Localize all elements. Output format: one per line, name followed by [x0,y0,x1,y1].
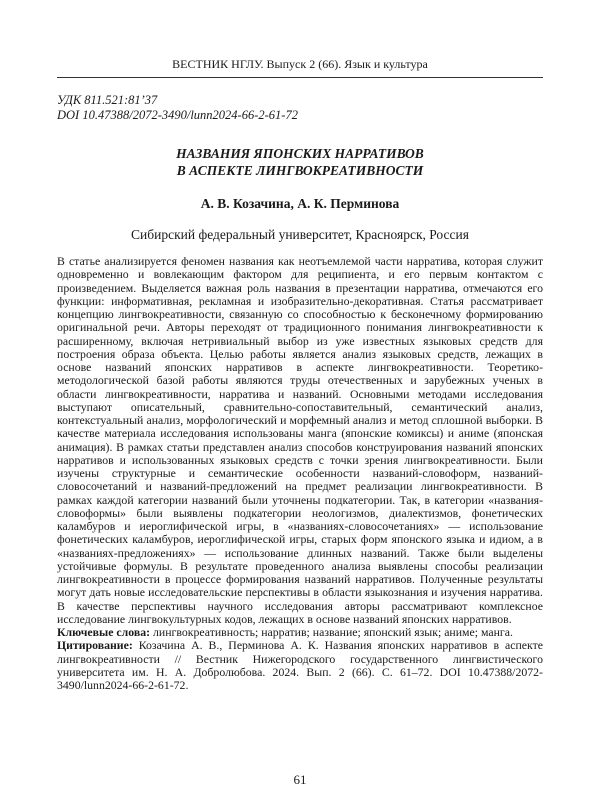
keywords-label: Ключевые слова: [57,625,151,639]
udc-code: УДК 811.521:81’37 [57,93,158,107]
abstract-block [57,255,543,692]
keywords-text: лингвокреативность; нарратив; название; японский язык; аниме; манга. [153,625,513,639]
running-head: ВЕСТНИК НГЛУ. Выпуск 2 (66). Язык и культура [57,57,543,78]
page-number: 61 [293,772,307,787]
article-title [57,145,543,179]
affiliation: Сибирский федеральный университет, Красноярск, Россия [131,227,469,242]
title-line-2: В АСПЕКТЕ ЛИНГВОКРЕАТИВНОСТИ [176,163,424,178]
citation [57,639,543,692]
title-line-1: НАЗВАНИЯ ЯПОНСКИХ НАРРАТИВОВ [176,146,424,161]
citation-label: Цитирование: [57,638,133,653]
authors: А. В. Козачина, А. К. Перминова [200,196,400,211]
citation-text: Козачина А. В., Перминова А. К. Названия японских нарративов в аспекте лингвокреативности // Вестник Нижегородского государственного лингвистического университета им. Н. А. Добролюбова. 2024. Вып. 2 (66). С. 61–72. DOI 10.47388/2072-3490/lunn2024-66-2-61-72. [57,638,544,692]
abstract-text: В статье анализируется феномен названия как неотъемлемой части нарратива, которая служит одновременно и вовлекающим фактором для реципиента, и его первым контактом с произведением. Выделяется важная роль названия в презентации нарратива, отмечаются его функции: информативная, рекламная и изобразительно-декоративная. Статья рассматривает концепцию лингвокреативности, связанную со способностью к бесконечному формированию оригинальной речи. Авторы переходят от традиционного понимания лингвокреативности к расширенному, включая нетривиальный выбор из уже известных языковых средств для построения образа объекта. Целью работы является анализ языковых средств, лежащих в основе названий японских нарративов в аспекте лингвокреативности. Теоретико-методологической базой работы являются труды отечественных и зарубежных ученых в области лингвокреативности, нарратива и названий. Основными методами исследования выступают описательный, сравнительно-сопоставительный, семантический анализ, контекстуальный анализ, морфологический и морфемный анализ и метод сплошной выборки. В качестве материала исследования использованы манга (японские комиксы) и аниме (японская анимация). В рамках статьи представлен анализ способов конструирования названий японских нарративов и использованных языковых средств с точки зрения лингвокреативности. Были изучены структурные и семантические особенности названий-словоформ, названий-словосочетаний и названий-предложений на предмет реализации лингвокреативности. В рамках каждой категории названий были уточнены подкатегории. Так, в категории «названия-словоформы» были выявлены подкатегории неологизмов, диалектизмов, фонетических каламбуров и иероглифической игры, в «названиях-словосочетаниях» — использование фонетических каламбуров, иероглифической игры, старых форм японского языка и идиом, а в «названиях-предложениях» — использование длинных названий. Также были выделены устойчивые формулы. В результате проведенного анализа выявлены способы реализации лингвокреативности в процессе формирования названий нарративов. Полученные результаты могут дать новые исследовательские перспективы в области языкознания и изучения нарратива. В качестве перспективы научного исследования авторы рассматривают комплексное исследование лингвокультурных кодов, лежащих в основе названий японских нарративов. [57,254,543,626]
doi: DOI 10.47388/2072-3490/lunn2024-66-2-61-72 [57,108,298,122]
article-identifiers [57,93,543,123]
keywords [57,626,543,639]
